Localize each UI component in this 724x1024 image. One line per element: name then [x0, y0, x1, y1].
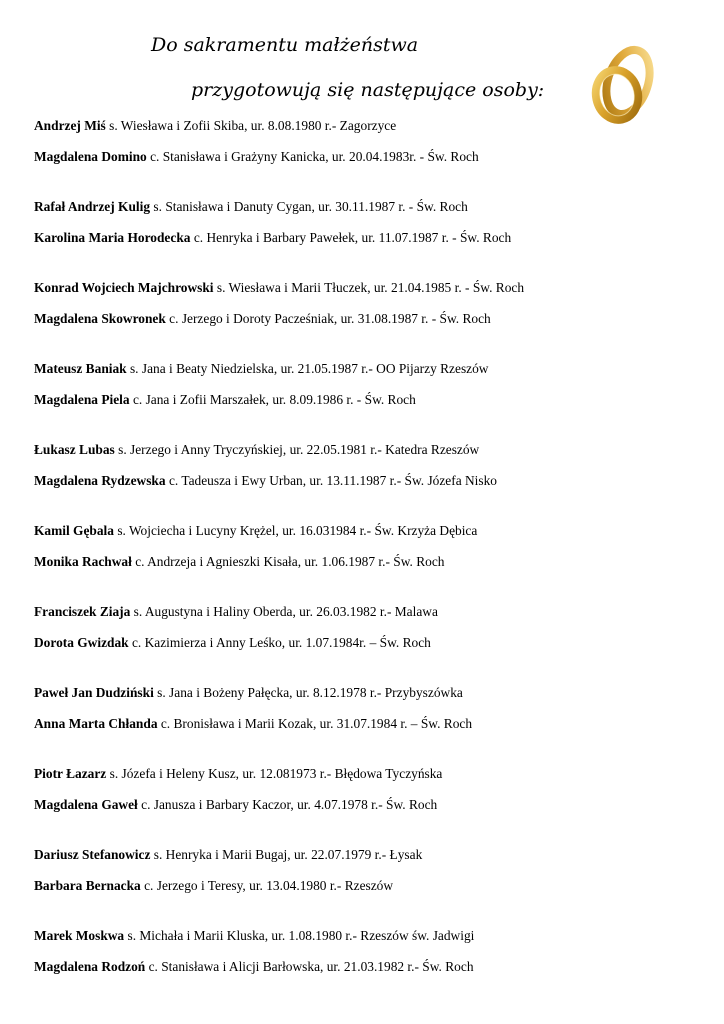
groom-name: Kamil Gębala	[34, 523, 114, 538]
bride-details: c. Janusza i Barbary Kaczor, ur. 4.07.1978 r.- Św. Roch	[137, 797, 438, 812]
bride-name: Barbara Bernacka	[34, 878, 141, 893]
bride-name: Magdalena Gaweł	[34, 797, 138, 812]
bride-details: c. Bronisława i Marii Kozak, ur. 31.07.1984 r. – Św. Roch	[157, 716, 473, 731]
couple-entry	[34, 522, 704, 603]
bride-line	[34, 796, 704, 813]
bride-details: c. Jana i Zofii Marszałek, ur. 8.09.1986 r. - Św. Roch	[129, 392, 416, 407]
bride-line	[34, 391, 704, 408]
groom-line	[34, 198, 704, 215]
groom-details: s. Wiesława i Zofii Skiba, ur. 8.08.1980 r.- Zagorzyce	[105, 118, 397, 133]
bride-line	[34, 229, 704, 246]
couple-entry	[34, 684, 704, 765]
groom-details: s. Jana i Beaty Niedzielska, ur. 21.05.1987 r.- OO Pijarzy Rzeszów	[126, 361, 489, 376]
couple-entry	[34, 279, 704, 360]
bride-line	[34, 634, 704, 651]
couple-entry	[34, 117, 704, 198]
groom-line	[34, 846, 704, 863]
couples-list	[34, 117, 704, 1008]
bride-line	[34, 472, 704, 489]
couple-entry	[34, 765, 704, 846]
bride-details: c. Tadeusza i Ewy Urban, ur. 13.11.1987 r.- Św. Józefa Nisko	[165, 473, 497, 488]
groom-name: Mateusz Baniak	[34, 361, 127, 376]
groom-line	[34, 927, 704, 944]
groom-details: s. Wojciecha i Lucyny Krężel, ur. 16.031984 r.- Św. Krzyża Dębica	[113, 523, 478, 538]
bride-name: Magdalena Rodzoń	[34, 959, 146, 974]
bride-name: Karolina Maria Horodecka	[34, 230, 191, 245]
bride-line	[34, 877, 704, 894]
groom-name: Paweł Jan Dudziński	[34, 685, 154, 700]
bride-line	[34, 553, 704, 570]
bride-details: c. Jerzego i Doroty Pacześniak, ur. 31.08.1987 r. - Św. Roch	[165, 311, 491, 326]
groom-details: s. Józefa i Heleny Kusz, ur. 12.081973 r.- Błędowa Tyczyńska	[106, 766, 443, 781]
bride-line	[34, 148, 704, 165]
groom-details: s. Jana i Bożeny Pałęcka, ur. 8.12.1978 r.- Przybyszówka	[153, 685, 463, 700]
groom-name: Dariusz Stefanowicz	[34, 847, 151, 862]
groom-line	[34, 279, 704, 296]
bride-details: c. Andrzeja i Agnieszki Kisała, ur. 1.06.1987 r.- Św. Roch	[131, 554, 445, 569]
bride-name: Magdalena Domino	[34, 149, 147, 164]
groom-line	[34, 360, 704, 377]
couple-entry	[34, 846, 704, 927]
groom-name: Piotr Łazarz	[34, 766, 107, 781]
groom-name: Franciszek Ziaja	[34, 604, 131, 619]
bride-name: Magdalena Skowronek	[34, 311, 166, 326]
groom-details: s. Stanisława i Danuty Cygan, ur. 30.11.1987 r. - Św. Roch	[150, 199, 468, 214]
title-line-2: przygotowują się następujące osoby:	[191, 79, 545, 101]
groom-line	[34, 765, 704, 782]
groom-details: s. Michała i Marii Kluska, ur. 1.08.1980 r.- Rzeszów św. Jadwigi	[124, 928, 475, 943]
bride-line	[34, 310, 704, 327]
couple-entry	[34, 927, 704, 1008]
groom-details: s. Jerzego i Anny Tryczyńskiej, ur. 22.05.1981 r.- Katedra Rzeszów	[114, 442, 480, 457]
bride-name: Anna Marta Chłanda	[34, 716, 158, 731]
bride-details: c. Stanisława i Alicji Barłowska, ur. 21.03.1982 r.- Św. Roch	[145, 959, 474, 974]
couple-entry	[34, 603, 704, 684]
groom-line	[34, 684, 704, 701]
bride-name: Magdalena Piela	[34, 392, 130, 407]
bride-details: c. Henryka i Barbary Pawełek, ur. 11.07.1987 r. - Św. Roch	[190, 230, 512, 245]
bride-name: Magdalena Rydzewska	[34, 473, 166, 488]
wedding-rings-icon	[588, 40, 662, 126]
groom-details: s. Wiesława i Marii Tłuczek, ur. 21.04.1985 r. - Św. Roch	[213, 280, 525, 295]
bride-line	[34, 715, 704, 732]
groom-details: s. Henryka i Marii Bugaj, ur. 22.07.1979 r.- Łysak	[150, 847, 423, 862]
couple-entry	[34, 198, 704, 279]
bride-details: c. Stanisława i Grażyny Kanicka, ur. 20.04.1983r. - Św. Roch	[146, 149, 479, 164]
groom-line	[34, 117, 704, 134]
groom-line	[34, 522, 704, 539]
groom-name: Marek Moskwa	[34, 928, 125, 943]
title-line-1: Do sakramentu małżeństwa	[151, 34, 419, 56]
groom-name: Łukasz Lubas	[34, 442, 115, 457]
bride-line	[34, 958, 704, 975]
bride-name: Dorota Gwizdak	[34, 635, 129, 650]
groom-line	[34, 603, 704, 620]
groom-line	[34, 441, 704, 458]
groom-name: Andrzej Miś	[34, 118, 106, 133]
bride-details: c. Kazimierza i Anny Leśko, ur. 1.07.1984r. – Św. Roch	[128, 635, 431, 650]
couple-entry	[34, 360, 704, 441]
groom-name: Rafał Andrzej Kulig	[34, 199, 151, 214]
bride-name: Monika Rachwał	[34, 554, 132, 569]
groom-name: Konrad Wojciech Majchrowski	[34, 280, 214, 295]
groom-details: s. Augustyna i Haliny Oberda, ur. 26.03.1982 r.- Malawa	[130, 604, 438, 619]
couple-entry	[34, 441, 704, 522]
bride-details: c. Jerzego i Teresy, ur. 13.04.1980 r.- Rzeszów	[140, 878, 394, 893]
